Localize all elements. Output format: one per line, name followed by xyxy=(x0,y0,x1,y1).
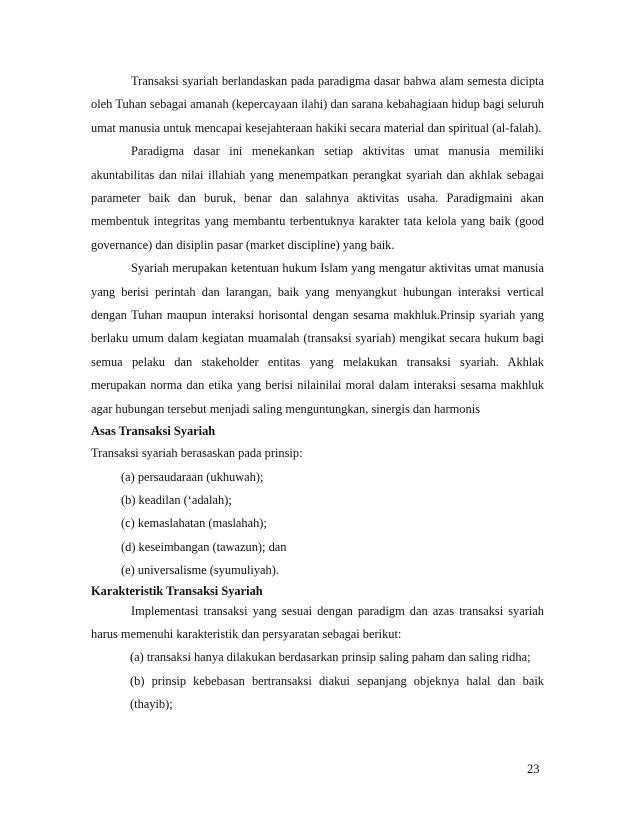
list-item: (a) transaksi hanya dilakukan berdasarkan prinsip saling paham dan saling ridha; xyxy=(130,650,531,665)
list-item: (b) prinsip kebebasan bertransaksi diakui sepanjang objeknya halal dan baik (thayib); xyxy=(130,673,544,712)
page-body xyxy=(91,70,544,717)
asas-intro: Transaksi syariah berasaskan pada prinsip: xyxy=(91,446,303,461)
paragraph-paradigma: Transaksi syariah berlandaskan pada paradigma dasar bahwa alam semesta dicipta oleh Tuhan sebagai amanah (kepercayaan ilahi) dan sarana kebahagiaan hidup bagi seluruh umat manusia untuk mencapai kesejahteraan hakiki secara material dan spiritual (al-falah). xyxy=(91,74,544,135)
paragraph-syariah: Syariah merupakan ketentuan hukum Islam yang mengatur aktivitas umat manusia yang berisi perintah dan larangan, baik yang menyangkut hubungan interaksi vertical dengan Tuhan maupun interaksi horisontal dengan sesama makhluk.Prinsip syariah yang berlaku umum dalam kegiatan muamalah (transaksi syariah) mengikat secara hukum bagi semua pelaku dan stakeholder entitas yang melakukan transaksi syariah. Akhlak merupakan norma dan etika yang berisi nilainilai moral dalam interaksi sesama makhluk agar hubungan tersebut menjadi saling menguntungkan, sinergis dan harmonis xyxy=(91,261,544,416)
karakteristik-list xyxy=(91,646,544,716)
list-item: (b) keadilan (‘adalah); xyxy=(121,492,232,507)
paragraph-akuntabilitas: Paradigma dasar ini menekankan setiap aktivitas umat manusia memiliki akuntabilitas dan nilai illahiah yang menempatkan perangkat syariah dan akhlak sebagai parameter baik dan buruk, benar dan salahnya aktivitas usaha. Paradigmaini akan membentuk integritas yang membantu terbentuknya karakter tata kelola yang baik (good governance) dan disiplin pasar (market discipline) yang baik. xyxy=(91,144,544,252)
heading-asas: Asas Transaksi Syariah xyxy=(91,424,216,439)
list-item: (a) persaudaraan (ukhuwah); xyxy=(121,469,264,484)
page-number: 23 xyxy=(527,762,540,776)
heading-karakteristik: Karakteristik Transaksi Syariah xyxy=(91,583,263,598)
list-item: (d) keseimbangan (tawazun); dan xyxy=(121,539,287,554)
list-item: (e) universalisme (syumuliyah). xyxy=(121,563,279,578)
karakteristik-intro: Implementasi transaksi yang sesuai dengan paradigm dan azas transaksi syariah harus memenuhi karakteristik dan persyaratan sebagai berikut: xyxy=(91,603,544,641)
asas-list xyxy=(91,466,544,583)
list-item: (c) kemaslahatan (maslahah); xyxy=(121,516,267,531)
